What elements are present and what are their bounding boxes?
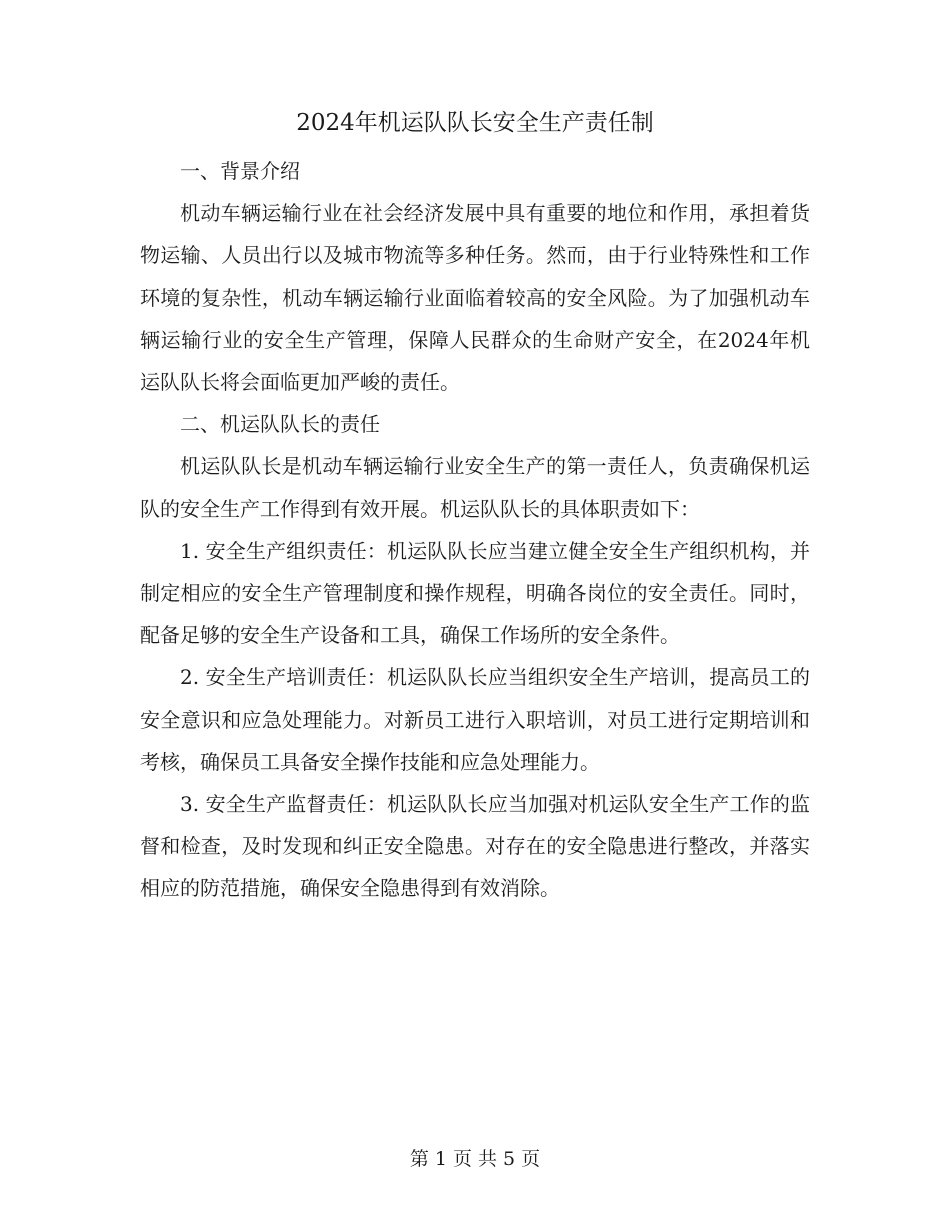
document-body — [140, 150, 810, 910]
document-title: 2024年机运队队长安全生产责任制 — [296, 110, 654, 136]
paragraph-item-3: 3. 安全生产监督责任：机运队队长应当加强对机运队安全生产工作的监督和检查，及时发现和纠正安全隐患。对存在的安全隐患进行整改，并落实相应的防范措施，确保安全隐患得到有效消除。 — [140, 792, 810, 901]
paragraph-item-2: 2. 安全生产培训责任：机运队队长应当组织安全生产培训，提高员工的安全意识和应急处理能力。对新员工进行入职培训，对员工进行定期培训和考核，确保员工具备安全操作技能和应急处理能力。 — [140, 665, 810, 774]
section-heading-background: 一、背景介绍 — [180, 159, 300, 183]
paragraph-responsibilities-intro: 机运队队长是机动车辆运输行业安全生产的第一责任人，负责确保机运队的安全生产工作得到有效开展。机运队队长的具体职责如下： — [140, 454, 810, 521]
section-heading-responsibilities: 二、机运队队长的责任 — [180, 412, 380, 437]
page-footer: 第 1 页 共 5 页 — [409, 1148, 541, 1170]
paragraph-background: 机动车辆运输行业在社会经济发展中具有重要的地位和作用，承担着货物运输、人员出行以及城市物流等多种任务。然而，由于行业特殊性和工作环境的复杂性，机动车辆运输行业面临着较高的安全风险。为了加强机动车辆运输行业的安全生产管理，保障人民群众的生命财产安全，在2024年机运队队长将会面临更加严峻的责任。 — [140, 201, 810, 395]
paragraph-item-1: 1. 安全生产组织责任：机运队队长应当建立健全安全生产组织机构，并制定相应的安全生产管理制度和操作规程，明确各岗位的安全责任。同时，配备足够的安全生产设备和工具，确保工作场所的安全条件。 — [140, 538, 810, 648]
